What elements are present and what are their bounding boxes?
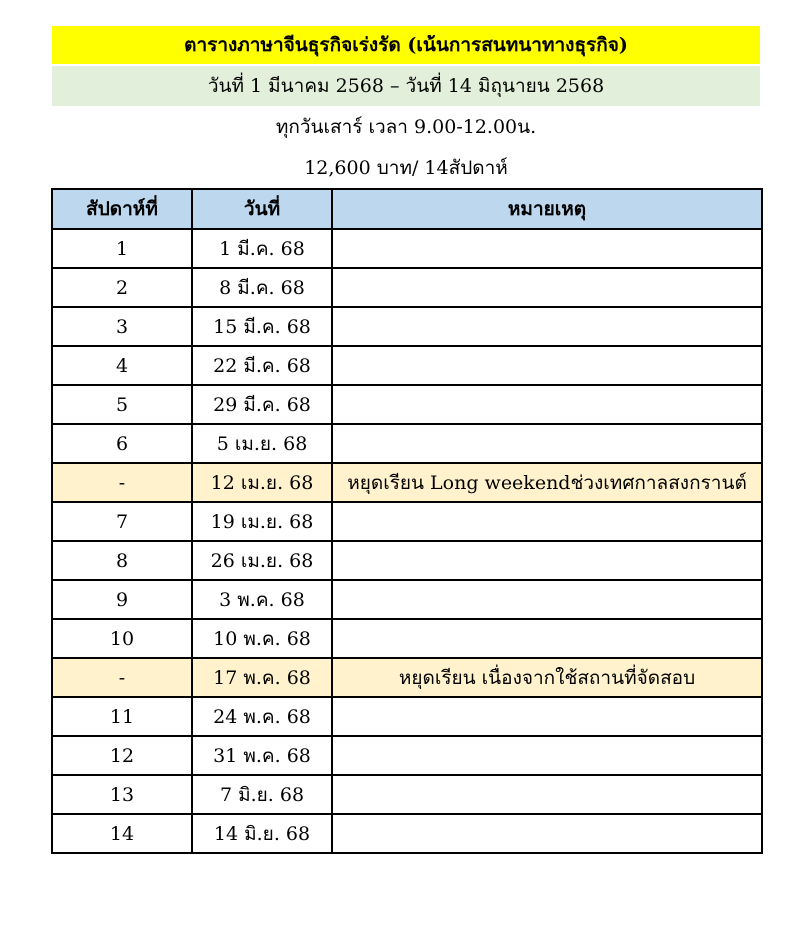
header-note: หมายเหตุ bbox=[332, 189, 762, 229]
table-row bbox=[52, 307, 762, 346]
cell-note bbox=[332, 229, 762, 268]
cell-note bbox=[332, 697, 762, 736]
cell-week: 8 bbox=[52, 541, 192, 580]
cell-date: 12 เม.ย. 68 bbox=[192, 463, 332, 502]
cell-note bbox=[332, 619, 762, 658]
cell-week: 3 bbox=[52, 307, 192, 346]
cell-week: 4 bbox=[52, 346, 192, 385]
cell-week: 2 bbox=[52, 268, 192, 307]
table-row bbox=[52, 580, 762, 619]
table-row bbox=[52, 541, 762, 580]
cell-note bbox=[332, 580, 762, 619]
cell-note bbox=[332, 541, 762, 580]
date-range: วันที่ 1 มีนาคม 2568 – วันที่ 14 มิถุนายน 2568 bbox=[52, 66, 760, 106]
cell-week: 7 bbox=[52, 502, 192, 541]
table-row bbox=[52, 502, 762, 541]
cell-note: หยุดเรียน เนื่องจากใช้สถานที่จัดสอบ bbox=[332, 658, 762, 697]
class-schedule: ทุกวันเสาร์ เวลา 9.00-12.00น. bbox=[275, 116, 537, 138]
cell-week: - bbox=[52, 658, 192, 697]
cell-week: 9 bbox=[52, 580, 192, 619]
cell-date: 15 มี.ค. 68 bbox=[192, 307, 332, 346]
cell-note bbox=[332, 775, 762, 814]
cell-week: 12 bbox=[52, 736, 192, 775]
table-row bbox=[52, 385, 762, 424]
cell-date: 22 มี.ค. 68 bbox=[192, 346, 332, 385]
page-title: ตารางภาษาจีนธุรกิจเร่งรัด (เน้นการสนทนาทางธุรกิจ) bbox=[52, 26, 760, 64]
cell-date: 14 มิ.ย. 68 bbox=[192, 814, 332, 853]
table-row bbox=[52, 463, 762, 502]
table-row bbox=[52, 346, 762, 385]
cell-week: 5 bbox=[52, 385, 192, 424]
cell-date: 1 มี.ค. 68 bbox=[192, 229, 332, 268]
cell-note bbox=[332, 424, 762, 463]
table-row bbox=[52, 697, 762, 736]
cell-week: 13 bbox=[52, 775, 192, 814]
table-row bbox=[52, 814, 762, 853]
course-price: 12,600 บาท/ 14สัปดาห์ bbox=[304, 157, 508, 179]
cell-date: 19 เม.ย. 68 bbox=[192, 502, 332, 541]
cell-date: 24 พ.ค. 68 bbox=[192, 697, 332, 736]
table-row bbox=[52, 736, 762, 775]
cell-week: 11 bbox=[52, 697, 192, 736]
schedule-table bbox=[51, 188, 763, 854]
header-date: วันที่ bbox=[192, 189, 332, 229]
cell-date: 29 มี.ค. 68 bbox=[192, 385, 332, 424]
cell-date: 5 เม.ย. 68 bbox=[192, 424, 332, 463]
cell-week: 6 bbox=[52, 424, 192, 463]
table-header-row bbox=[52, 189, 762, 229]
cell-date: 26 เม.ย. 68 bbox=[192, 541, 332, 580]
table-row bbox=[52, 268, 762, 307]
cell-week: 1 bbox=[52, 229, 192, 268]
cell-note bbox=[332, 502, 762, 541]
table-row bbox=[52, 775, 762, 814]
cell-note bbox=[332, 814, 762, 853]
cell-date: 10 พ.ค. 68 bbox=[192, 619, 332, 658]
cell-date: 8 มี.ค. 68 bbox=[192, 268, 332, 307]
cell-week: 14 bbox=[52, 814, 192, 853]
cell-note bbox=[332, 736, 762, 775]
cell-note: หยุดเรียน Long weekendช่วงเทศกาลสงกรานต์ bbox=[332, 463, 762, 502]
table-row bbox=[52, 619, 762, 658]
cell-note bbox=[332, 385, 762, 424]
table-row bbox=[52, 229, 762, 268]
header-week: สัปดาห์ที่ bbox=[52, 189, 192, 229]
cell-date: 17 พ.ค. 68 bbox=[192, 658, 332, 697]
cell-week: - bbox=[52, 463, 192, 502]
table-row bbox=[52, 424, 762, 463]
cell-note bbox=[332, 307, 762, 346]
table-row bbox=[52, 658, 762, 697]
cell-note bbox=[332, 268, 762, 307]
cell-date: 3 พ.ค. 68 bbox=[192, 580, 332, 619]
cell-week: 10 bbox=[52, 619, 192, 658]
cell-date: 7 มิ.ย. 68 bbox=[192, 775, 332, 814]
cell-date: 31 พ.ค. 68 bbox=[192, 736, 332, 775]
cell-note bbox=[332, 346, 762, 385]
